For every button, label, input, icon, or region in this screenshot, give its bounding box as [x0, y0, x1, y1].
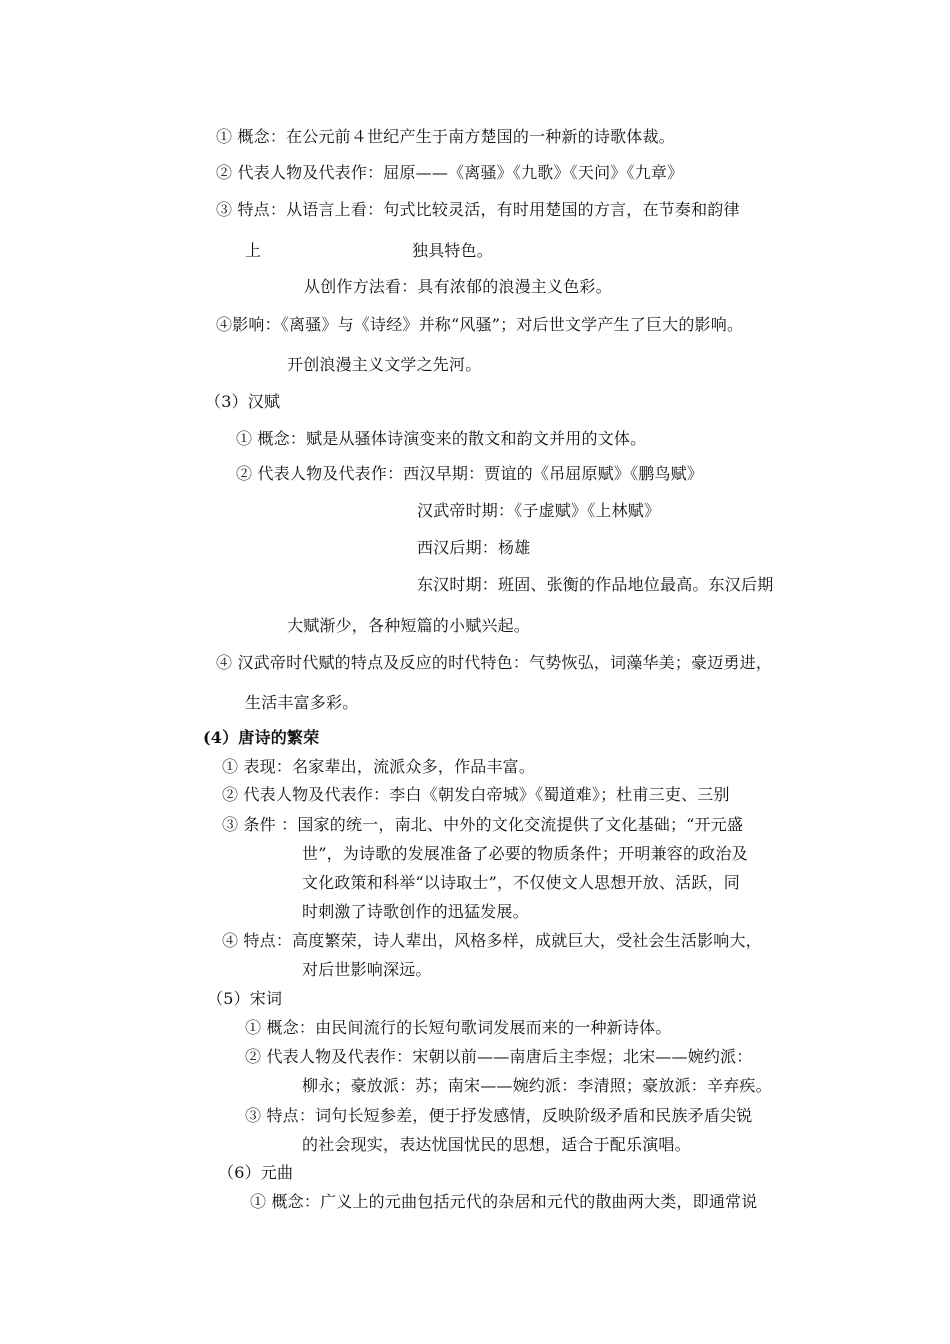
chuci-features-line2b: 独具特色。: [412, 241, 494, 260]
hanfu-period-4-cont: 大赋渐少，各种短篇的小赋兴起。: [287, 616, 531, 635]
tangshi-representatives: ② 代表人物及代表作：李白《朝发白帝城》《蜀道难》；杜甫三吏、三别: [222, 785, 730, 804]
hanfu-concept: ① 概念：赋是从骚体诗演变来的散文和韵文并用的文体。: [236, 429, 647, 448]
tangshi-performance: ① 表现：名家辈出，流派众多，作品丰富。: [222, 757, 536, 776]
tangshi-conditions-line4: 时刺激了诗歌创作的迅猛发展。: [302, 902, 529, 921]
chuci-representatives: ② 代表人物及代表作：屈原——《离骚》《九歌》《天问》《九章》: [216, 163, 684, 182]
songci-concept: ① 概念：由民间流行的长短句歌词发展而来的一种新诗体。: [245, 1018, 672, 1037]
tangshi-features-line1: ④ 特点：高度繁荣，诗人辈出，风格多样，成就巨大，受社会生活影响大，: [222, 931, 762, 950]
tangshi-heading: (4）唐诗的繁荣: [203, 728, 320, 747]
chuci-features-line3: 从创作方法看：具有浓郁的浪漫主义色彩。: [304, 277, 612, 296]
songci-features-line2: 的社会现实，表达忧国忧民的思想，适合于配乐演唱。: [302, 1135, 691, 1154]
songci-features-line1: ③ 特点：词句长短参差，便于抒发感情，反映阶级矛盾和民族矛盾尖锐: [245, 1106, 753, 1125]
songci-heading: （5）宋词: [207, 989, 283, 1008]
hanfu-period-2: 汉武帝时期：《子虚赋》《上林赋》: [417, 501, 661, 520]
chuci-concept: ① 概念：在公元前４世纪产生于南方楚国的一种新的诗歌体裁。: [216, 127, 675, 146]
hanfu-features-line1: ④ 汉武帝时代赋的特点及反应的时代特色：气势恢弘，词藻华美；豪迈勇进，: [216, 653, 773, 672]
yuanqu-concept: ① 概念：广义上的元曲包括元代的杂居和元代的散曲两大类，即通常说: [250, 1192, 758, 1211]
songci-representatives-line1: ② 代表人物及代表作：宋朝以前——南唐后主李煜；北宋——婉约派：: [245, 1047, 753, 1066]
tangshi-conditions-line3: 文化政策和科举“以诗取士”，不仅使文人思想开放、活跃，同: [302, 873, 740, 892]
hanfu-heading: （3）汉赋: [205, 392, 281, 411]
hanfu-period-4: 东汉时期：班固、张衡的作品地位最高。东汉后期: [417, 575, 774, 594]
tangshi-conditions-line2: 世”，为诗歌的发展准备了必要的物质条件；开明兼容的政治及: [302, 844, 748, 863]
yuanqu-heading: （6）元曲: [218, 1163, 294, 1182]
chuci-features-line1: ③ 特点：从语言上看：句式比较灵活，有时用楚国的方言，在节奏和韵律: [216, 200, 740, 219]
hanfu-representatives: ② 代表人物及代表作：西汉早期：贾谊的《吊屈原赋》《鹏鸟赋》: [236, 464, 704, 483]
chuci-influence-line1: ④影响：《离骚》与《诗经》并称“风骚”；对后世文学产生了巨大的影响。: [216, 315, 744, 334]
chuci-influence-line2: 开创浪漫主义文学之先河。: [287, 355, 482, 374]
chuci-features-line2a: 上: [245, 241, 262, 260]
hanfu-period-3: 西汉后期：杨雄: [417, 538, 531, 557]
tangshi-features-line2: 对后世影响深远。: [302, 960, 432, 979]
hanfu-features-line2: 生活丰富多彩。: [245, 693, 359, 712]
tangshi-conditions-line1: ③ 条件 ：国家的统一，南北、中外的文化交流提供了文化基础；“开元盛: [222, 815, 744, 834]
songci-representatives-line2: 柳永；豪放派：苏；南宋——婉约派：李清照；豪放派：辛弃疾。: [302, 1076, 772, 1095]
